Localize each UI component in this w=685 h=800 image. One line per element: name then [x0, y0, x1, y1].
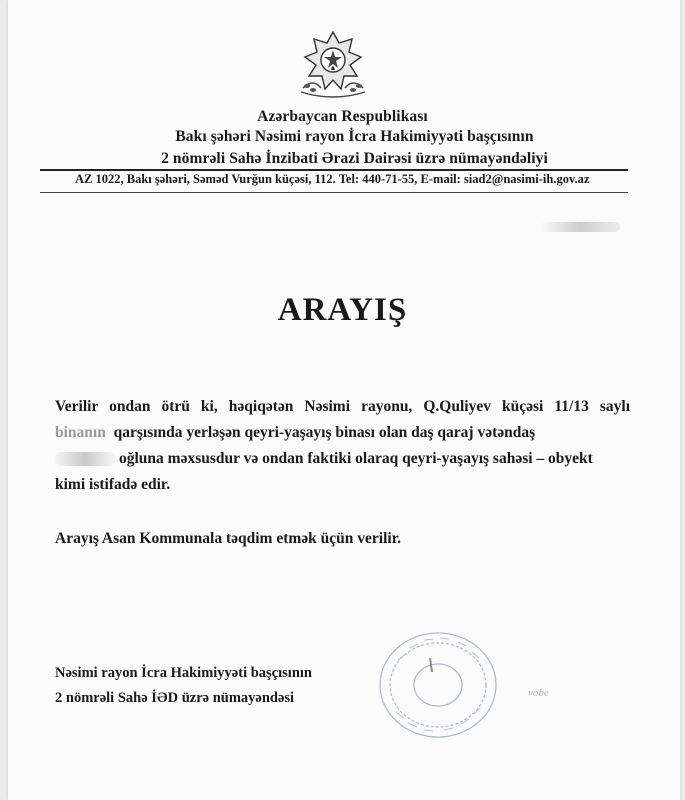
header-country: Azərbaycan Respublikası — [257, 108, 428, 125]
paragraph-line-2-start: binanın — [55, 424, 106, 441]
address-divider — [40, 192, 628, 193]
paragraph-line-2 — [55, 420, 630, 446]
paragraph-line-1: Verilir ondan ötrü ki, həqiqətən Nəsimi rayonu, Q.Quliyev küçəsi 11/13 saylı — [55, 398, 630, 415]
redacted-name — [55, 452, 115, 466]
redacted-mark — [540, 222, 620, 232]
header-divider — [40, 169, 628, 171]
document-title: ARAYIŞ — [277, 292, 408, 328]
paragraph-line-4: kimi istifadə edir. — [55, 476, 171, 493]
header-address: AZ 1022, Bakı şəhəri, Səməd Vurğun küçəsi, 112. Tel: 440-71-55, E-mail: siad2@nasimi-ih.gov.az — [75, 172, 590, 186]
signatory-title-line-2: 2 nömrəli Sahə İƏD üzrə nümayəndəsi — [55, 690, 295, 706]
faint-stamp-text: vobe — [528, 687, 549, 699]
signatory-title-line-1: Nəsimi rayon İcra Hakimiyyəti başçısının — [55, 665, 312, 681]
paragraph-line-3 — [55, 446, 630, 472]
paragraph-line-2-rest: qarşısında yerləşən qeyri-yaşayış binası olan daş qaraj vətəndaş — [113, 424, 536, 441]
purpose-paragraph: Arayış Asan Kommunala təqdim etmək üçün verilir. — [55, 530, 402, 547]
paragraph-line-3-text: oğluna məxsusdur və ondan faktiki olaraq qeyri-yaşayış sahəsi – obyekt — [119, 450, 593, 467]
header-authority: Bakı şəhəri Nəsimi rayon İcra Hakimiyyəti başçısının — [175, 128, 534, 145]
certificate-paragraph — [55, 394, 630, 498]
azerbaijan-state-emblem-icon — [293, 30, 373, 100]
official-round-stamp-icon — [368, 620, 508, 750]
header-office: 2 nömrəli Sahə İnzibati Ərazi Dairəsi üzrə nümayəndəliyi — [161, 150, 548, 167]
